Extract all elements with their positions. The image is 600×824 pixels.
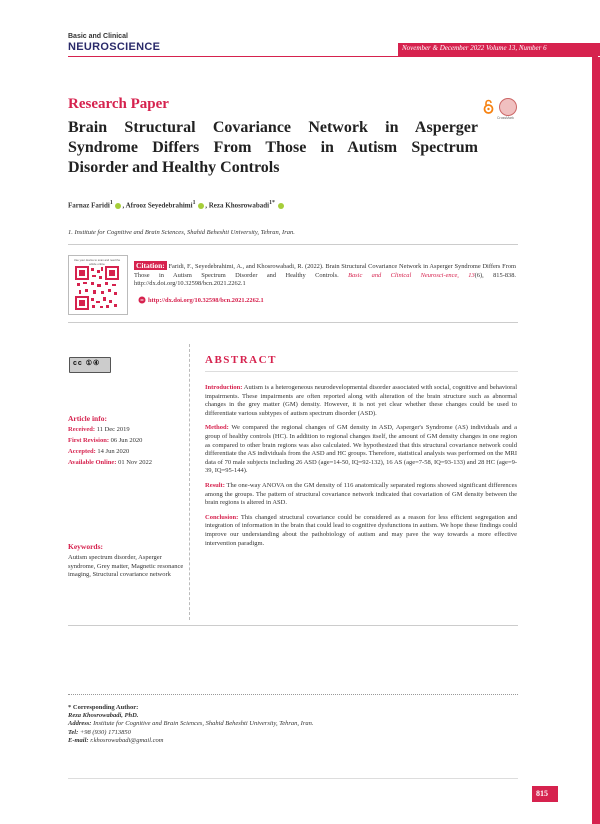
orcid-icon[interactable]: [115, 203, 121, 209]
citation-journal-link[interactable]: Basic and Clinical Neurosci-ence, 13: [348, 271, 475, 279]
paper-type: Research Paper: [68, 96, 169, 112]
page-number: 815: [536, 789, 548, 798]
side-accent-bar: [592, 57, 600, 824]
footnote-rule: [68, 694, 518, 695]
received-date: Received: 11 Dec 2019: [68, 426, 130, 433]
abstract-heading: ABSTRACT: [205, 354, 277, 366]
authors: Farnaz Faridi$^1$ , Afrooz Seyedebrahimi$^1$ , Reza Khosrowabadi$^{1*}$: [68, 200, 285, 209]
corresponding-email[interactable]: E-mail: r.khosrowabadi@gmail.com: [68, 736, 164, 744]
orcid-icon[interactable]: [278, 203, 284, 209]
corresponding-tel: Tel: +98 (930) 1713850: [68, 728, 131, 736]
divider: [68, 625, 518, 626]
divider: [68, 244, 518, 245]
section-text: The one-way ANOVA on the GM density of 116 anatomically separated regions showed significant differences among the groups. The pattern of structural covariance network indicated that covariation of GM density between the brain regions is altered in ASD.: [205, 481, 517, 507]
section-text: We compared the regional changes of GM density in ASD, Asperger's Syndrome (AS) individuals and a group of healthy controls (HC). In addition to regional changes itself, the amount of GM density changes in one region as compared to other brain regions was also calculated. We hypothesized that this structural covariance network could differentiate the AS individuals from the ASD and HC groups. Therefore, statistical analysis was performed on the MRI data of 70 male subjects including 26 ASD (age=14-50, IQ=92-132), 16 AS (age=7-58, IQ=93-133) and 28 HC (age=9-39, IQ=95-144).: [205, 424, 517, 475]
paper-title: Brain Structural Covariance Network in Asperger Syndrome Differs From Those in Autism Spectrum Disorder and Healthy Controls: [68, 119, 478, 176]
section-text: This changed structural covariance could be considered as a reason for less efficient segregation and integration of information in the brain that could lead to cognitive dysfunctions in autism. We hope these findings could improve our understanding about the pathobiology of autism and may pave the way towards a more effective intervention paradigm.: [205, 513, 517, 547]
corresponding-name: Reza Khosrowabadi, PhD.: [68, 712, 139, 720]
keywords-list: Autism spectrum disorder, Asperger syndrome, Grey matter, Magnetic resonance imaging, Structural covariance network: [68, 554, 184, 578]
author-sup: 1*: [269, 200, 275, 206]
article-info-heading: Article info:: [68, 414, 107, 423]
abstract-introduction: [205, 384, 517, 418]
revision-date: First Revision: 06 Jun 2020: [68, 437, 143, 444]
crossmark-icon[interactable]: [499, 98, 517, 116]
column-divider: [189, 344, 190, 620]
section-label: Introduction:: [205, 384, 243, 391]
abstract-result: [205, 482, 517, 508]
citation-label: Citation:: [136, 261, 165, 270]
divider: [68, 322, 518, 323]
footer-rule: [68, 778, 518, 779]
journal-logo: NEUROSCIENCE: [68, 41, 161, 53]
citation-tail: (6), 815-838. http://dx.doi.org/10.32598/bcn.2021.2262.1: [134, 271, 517, 287]
abstract-body: [205, 384, 517, 554]
online-date: Available Online: 01 Nov 2022: [68, 459, 153, 466]
orcid-icon[interactable]: [198, 203, 204, 209]
crossmark-label: CrossMark: [497, 116, 514, 120]
doi-link-icon: [138, 296, 146, 304]
journal-logo-line1: Basic and Clinical: [68, 33, 128, 40]
issue-info: November & December 2022 Volume 13, Number 6: [402, 44, 547, 52]
citation: [134, 262, 516, 289]
author-name[interactable]: Reza Khosrowabadi: [208, 201, 270, 210]
corresponding-heading: * Corresponding Author:: [68, 704, 139, 711]
author-sup: 1: [109, 200, 113, 206]
qr-caption: Use your device to scan and read the article online: [73, 258, 121, 266]
open-access-icon[interactable]: [483, 99, 494, 114]
abstract-conclusion: [205, 514, 517, 548]
section-label: Method:: [205, 424, 229, 432]
author-sup: 1: [192, 200, 196, 206]
corresponding-author: [68, 704, 313, 745]
section-text: Autism is a heterogeneous neurodevelopmental disorder associated with social, cognitive and behavioral impairments. These impairments are often reported along with alteration of the brain structure such as abnormal changes in the grey matter (GM) density. However, it is not yet clear whether these changes could be used to differentiate various subtypes of autism spectrum disorder (ASD).: [205, 384, 517, 417]
keywords-heading: Keywords:: [68, 542, 103, 551]
qr-code-icon[interactable]: [75, 266, 119, 310]
corresponding-address: Address: Institute for Cognitive and Brain Sciences, Shahid Beheshti University, Tehran, Iran.: [68, 720, 314, 728]
header-rule: [68, 56, 598, 57]
accepted-date: Accepted: 14 Jun 2020: [68, 448, 130, 455]
abstract-rule: [205, 371, 518, 372]
section-label: Result:: [205, 481, 225, 489]
author-name[interactable]: Farnaz Faridi: [68, 201, 110, 210]
author-name[interactable]: Afrooz Seyedebrahimi: [125, 201, 193, 210]
citation-body: Faridi, F., Seyedebrahimi, A., and Khosrowabadi, R. (2022). Brain Structural Covariance Network in Asperger Syndrome Differs From Those in Autism Spectrum Disorder and Healthy Controls.: [134, 263, 516, 279]
affiliation: 1. Institute for Cognitive and Brain Sciences, Shahid Beheshti University, Tehran, Iran.: [68, 229, 295, 236]
doi-link[interactable]: http://dx.doi.org/10.32598/bcn.2021.2262.1: [148, 297, 264, 304]
section-label: Conclusion:: [205, 513, 239, 521]
cc-license-icon: cc ①④: [73, 360, 101, 367]
abstract-method: [205, 424, 517, 476]
